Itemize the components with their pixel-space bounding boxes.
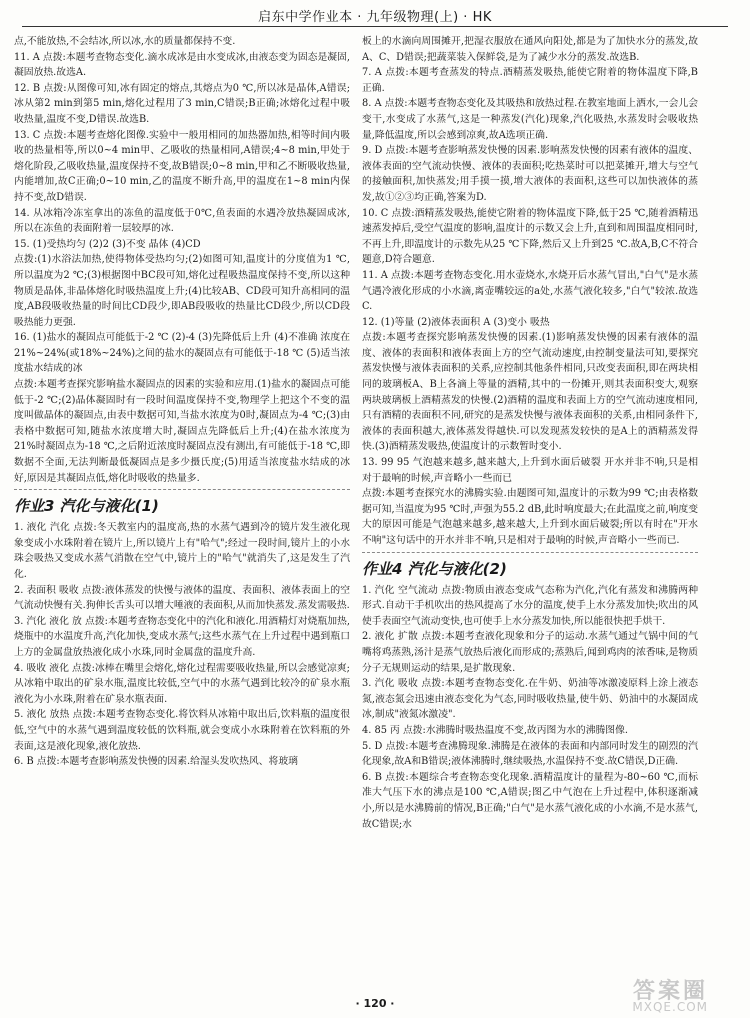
watermark-logo — [582, 972, 732, 1014]
text-line: 点拨:本题考查探究影响蒸发快慢的因素.(1)影响蒸发快慢的因素有液体的温度、液体的表面积和液体表面上方的空气流动速度,由控制变量法可知,要探究蒸发快慢与液体表面积的关系,应控制其他条件相同,只改变表面积,即在两块相同的玻璃板A、B上各滴上等量的酒精,其中的一份摊开,则其表面积变大,观察两块玻璃板上酒精蒸发的快慢.(2)酒精的温度和表面上方的空气流动速度相同,只有酒精的表面积不同,研究的是蒸发快慢与液体表面积的关系,由相同条件下,液体的表面积越大,液体蒸发得越快.可以发现蒸发较快的是A上的酒精蒸发得快.(3)酒精蒸发吸热,使温度计的示数暂时变小. — [362, 332, 698, 453]
right-bottom-block — [362, 583, 698, 833]
text-line: 9. D 点拨:本题考查影响蒸发快慢的因素.影响蒸发快慢的因素有液体的温度、液体表面的空气流动快慢、液体的表面积;吃热菜时可以把菜摊开,增大与空气的接触面积,加快蒸发;用手摸一摸,增大液体的表面积,这些可以加快液体的蒸发,故①②③均正确,答案为D. — [362, 145, 698, 203]
text-line: 3. 汽化 吸收 点拨:本题考查物态变化.在牛奶、奶油等冰激凌原料上涂上液态氮,液态氮会迅速由液态变化为气态,同时吸收热量,使牛奶、奶油中的水凝固成冰,制成"液氮冰激凌". — [362, 678, 698, 721]
text-line: 15. (1)受热均匀 (2)2 (3)不变 晶体 (4)CD — [14, 238, 201, 250]
right-top-block — [362, 34, 698, 549]
text-line: 5. 液化 放热 点拨:本题考查物态变化.将饮料从冰箱中取出后,饮料瓶的温度很低,空气中的水蒸气遇到温度较低的饮料瓶,就会变成小水珠附着在饮料瓶的外表面,这是液化现象,液化放热. — [14, 709, 350, 752]
page-header — [0, 0, 750, 30]
header-rule — [22, 26, 728, 27]
text-line: 6. B 点拨:本题综合考查物态变化现象.酒精温度计的量程为-80~60 ℃,而标准大气压下水的沸点是100 ℃,A错误;图乙中气泡在上升过程中,体积逐渐减小,所以是水沸腾前的情况,B正确;"白气"是水蒸气液化成的小水滴,不是水蒸气,故C错误;水 — [362, 771, 698, 830]
text-line: 13. C 点拨:本题考查熔化图像.实验中一般用相同的加热器加热,相等时间内吸收的热量相等,所以0~4 min甲、乙吸收的热量相同,A错误;4~8 min,甲处于熔化阶段,乙吸收热量,温度保持不变,故B错误;0~8 min,甲和乙不断吸收热量,内能增加,故C正确;0~10 min,乙的温度不断升高,甲的温度在1~8 min内保持不变,故D错误. — [14, 129, 350, 203]
text-line: 4. 吸收 液化 点拨:冰棒在嘴里会熔化,熔化过程需要吸收热量,所以会感觉凉爽;从冰箱中取出的矿泉水瓶,温度比较低,空气中的水蒸气遇到比较冷的矿泉水瓶液化为小水珠,附着在矿泉水瓶表面. — [14, 662, 350, 705]
section-title: 作业4 汽化与液化(2) — [362, 559, 507, 578]
text-line: 5. D 点拨:本题考查沸腾现象.沸腾是在液体的表面和内部同时发生的剧烈的汽化现象,故A和B错误;液体沸腾时,继续吸热,水温保持不变.故C错误,D正确. — [362, 740, 698, 768]
text-line: 12. (1)等量 (2)液体表面积 A (3)变小 吸热 — [362, 316, 550, 328]
text-line: 1. 液化 汽化 点拨:冬天教室内的温度高,热的水蒸气遇到冷的镜片发生液化现象变成小水珠附着在镜片上,所以镜片上有"哈气";经过一段时间,镜片上的小水珠会吸热又变成水蒸气消散在空气中,镜片上的"哈气"就消失了,这是发生了汽化. — [14, 522, 350, 580]
text-line: 4. 85 丙 点拨:水沸腾时吸热温度不变,故丙图为水的沸腾图像. — [362, 724, 629, 736]
text-line: 板上的水滴向周围摊开,把湿衣服放在通风向阳处,都是为了加快水分的蒸发,故A、C、D错误;把蔬菜装入保鲜袋,是为了减少水分的蒸发.故选B. — [362, 36, 698, 63]
right-column — [362, 34, 698, 832]
section-divider — [14, 489, 350, 490]
text-line: 1. 汽化 空气流动 点拨:物质由液态变成气态称为汽化,汽化有蒸发和沸腾两种形式.自动干手机吹出的热风提高了水分的温度,使手上水分蒸发加快;吹出的风使手表面空气流动变快,也可使手上水分蒸发加快,所以能很快把手烘干. — [362, 584, 698, 627]
text-line: 16. (1)盐水的凝固点可能低于-2 ℃ (2)-4 (3)先降低后上升 (4)不准确 浓度在21%~24%(或18%~24%)之间的盐水的凝固点有可能低于-18 ℃ (5)适当浓度盐水结成的冰 — [14, 332, 350, 375]
text-line: 10. C 点拨:酒精蒸发吸热,能使它附着的物体温度下降,低于25 ℃,随着酒精迅速蒸发掉后,受空气温度的影响,温度计的示数又会上升,直到和周围温度相同时,不再上升,即温度计的示数先从25 ℃下降,然后又上升到25 ℃.故A,B,C不符合题意,D符合题意. — [362, 207, 698, 266]
text-line: 14. 从冰箱冷冻室拿出的冻鱼的温度低于0℃,鱼表面的水遇冷放热凝固成冰,所以在冻鱼的表面附着一层较厚的冰. — [14, 207, 350, 235]
header-title: 启东中学作业本 · 九年级物理(上) · HK — [258, 10, 492, 25]
text-line: 点拨:(1)水浴法加热,使得物体受热均匀;(2)如图可知,温度计的分度值为1 ℃,所以温度为2 ℃;(3)根据图中BC段可知,熔化过程吸热温度保持不变,所以这种物质是晶体,非晶体熔化时吸热温度上升;(4)比较AB、CD段可知升高相同的温度,AB段吸收热量的时间比CD段少,即AB段吸收的热量比CD段少,所以CD段吸热能力更强. — [14, 254, 350, 328]
text-line: 点,不能放热,不会结冰,所以冰,水的质量都保持不变. — [14, 36, 236, 47]
left-bottom-block — [14, 520, 350, 770]
section-divider — [362, 552, 698, 553]
watermark-url: MXQE.COM — [632, 1000, 708, 1014]
text-line: 3. 汽化 液化 放 点拨:本题考查物态变化中的汽化和液化.用酒精灯对烧瓶加热,烧瓶中的水温度升高,汽化加快,变成水蒸气;这些水蒸气在上升过程中遇到瓶口上方的金属盘放热液化成小水珠,同时金属盘的温度升高. — [14, 615, 350, 658]
section-title: 作业3 汽化与液化(1) — [14, 497, 159, 516]
text-line: 12. B 点拨:从图像可知,冰有固定的熔点,其熔点为0 ℃,所以冰是晶体,A错误;冰从第2 min到第5 min,熔化过程用了3 min,C错误;B正确;冰熔化过程中吸收热量,温度不变,D错误.故选B. — [14, 82, 350, 125]
left-column — [14, 34, 350, 770]
text-line: 2. 表面积 吸收 点拨:液体蒸发的快慢与液体的温度、表面积、液体表面上的空气流动快慢有关.狗伸长舌头可以增大唾液的表面积,从而加快蒸发.蒸发需吸热. — [14, 584, 350, 612]
text-line: 点拨:本题考查探究水的沸腾实验.由题图可知,温度计的示数为99 ℃;由表格数据可知,当温度为95 ℃时,声强为55.2 dB,此时响度最大;在此温度之前,响度变大的原因可能是气泡越来越多,越来越大,上升到水面后破裂;所以有时在"开水不响"这句话中的开水并非不响,只是相对于最响的时候,声音略小一些而已. — [362, 488, 698, 546]
text-line: 13. 99 95 气泡越来越多,越来越大,上升到水面后破裂 开水并非不响,只是相对于最响的时候,声音略小一些而已 — [362, 457, 698, 484]
left-top-block — [14, 34, 350, 486]
text-line: 2. 液化 扩散 点拨:本题考查液化现象和分子的运动.水蒸气通过气锅中间的气嘴将鸡蒸熟,汤汁是蒸气放热后液化而形成的;蒸熟后,闻到鸡肉的浓香味,是物质分子无规则运动的结果,是扩散现象. — [362, 631, 698, 674]
text-line: 11. A 点拨:本题考查物态变化.用水壶烧水,水烧开后水蒸气冒出,"白气"是水蒸气遇冷液化形成的小水滴,离壶嘴较远的a处,水蒸气液化较多,"白气"较浓.故选C. — [362, 269, 698, 313]
watermark-text: 答案圈 — [632, 979, 708, 1004]
page-number: · 120 · — [355, 997, 395, 1010]
text-line: 11. A 点拨:本题考查物态变化.滴水成冰是由水变成冰,由液态变为固态是凝固,凝固放热.故选A. — [14, 51, 350, 79]
text-line: 7. A 点拨:本题考查蒸发的特点.酒精蒸发吸热,能使它附着的物体温度下降,B正确. — [362, 67, 698, 94]
text-line: 8. A 点拨:本题考查物态变化及其吸热和放热过程.在教室地面上洒水,一会儿会变干,水变成了水蒸气,这是一种蒸发(汽化)现象,汽化吸热,水蒸发时会吸收热量,降低温度,所以会感到凉爽,故A选项正确. — [362, 98, 698, 141]
text-line: 6. B 点拨:本题考查影响蒸发快慢的因素.给湿头发吹热风、将玻璃 — [14, 756, 298, 768]
text-line: 点拨:本题考查探究影响盐水凝固点的因素的实验和应用.(1)盐水的凝固点可能低于-2 ℃;(2)晶体凝固时有一段时间温度保持不变,物理学上把这个不变的温度叫做晶体的凝固点,由表中数据可知,当盐水浓度为0时,凝固点为-4 ℃;(3)由表格中数据可知,随盐水浓度增大时,凝固点先降低后上升;(4)在盐水浓度为21%时凝固点为-18 ℃,之后附近浓度时凝固点没有测出,有可能低于-18 ℃,即数据不全面,无法判断最低凝固点是多少摄氏度;(5)用适当浓度盐水结成的冰好,原因是其凝固点低,熔化时吸收的热量多. — [14, 379, 350, 484]
